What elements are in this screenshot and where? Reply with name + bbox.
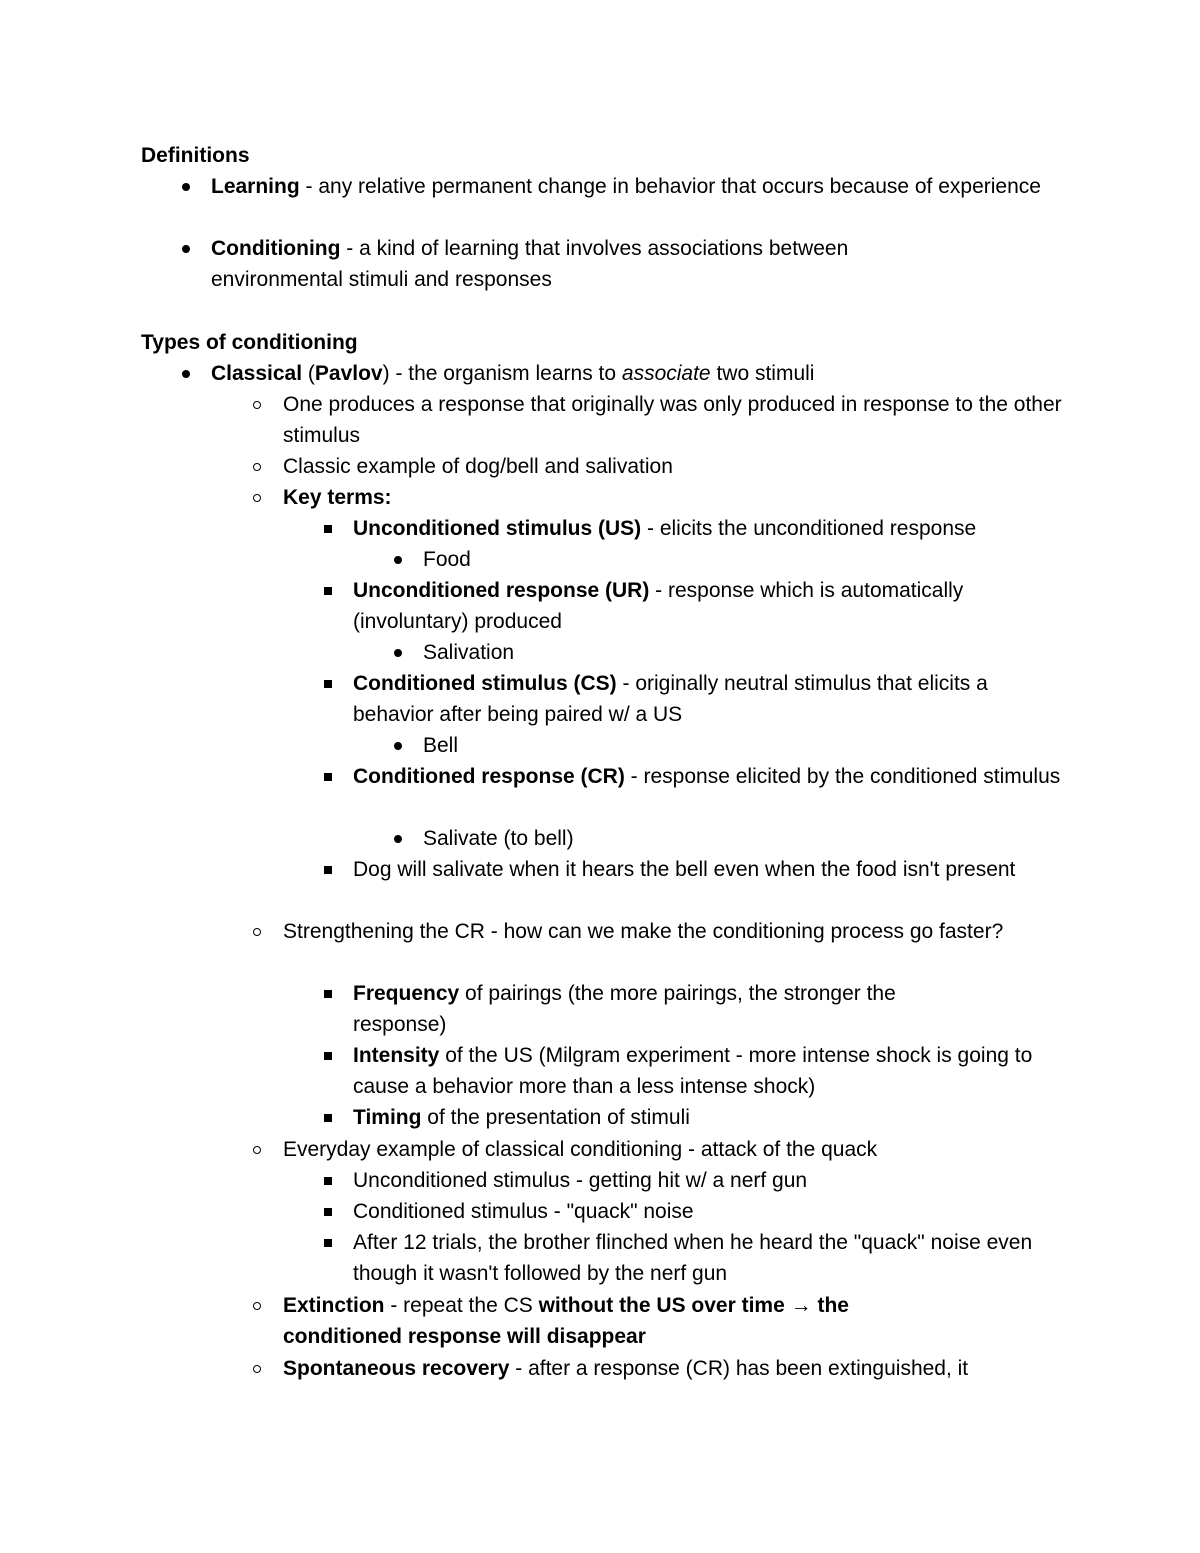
bullet-dot-icon — [386, 730, 410, 761]
everyday-text: Everyday example of classical conditioning - attack of the quack — [283, 1138, 878, 1161]
term-learning: Learning — [211, 175, 300, 198]
bullet-ring-icon — [245, 1353, 269, 1384]
frequency-desc: of pairings (the more pairings, the stronger the response) — [353, 982, 896, 1036]
bullet-square-icon — [316, 1102, 340, 1133]
intensity-desc: of the US (Milgram experiment - more intense shock is going to cause a behavior more than a less intense shock) — [353, 1044, 1033, 1098]
classical-rest: two stimuli — [710, 362, 815, 385]
extinction-bold-rest: without the US over time → the conditioned response will disappear — [283, 1294, 849, 1348]
bullet-square-icon — [316, 1040, 340, 1071]
bullet-square-icon — [316, 978, 340, 1009]
term-frequency: Frequency — [353, 982, 460, 1005]
bullet-ring-icon — [245, 1290, 269, 1321]
bullet-ring-icon — [245, 916, 269, 947]
term-ur: Unconditioned response (UR) — [353, 579, 650, 602]
cs-example: Bell — [423, 734, 459, 757]
term-spontaneous: Spontaneous recovery — [283, 1357, 510, 1380]
extinction-desc: - repeat the CS — [384, 1294, 539, 1317]
everyday-cs-text: Conditioned stimulus - "quack" noise — [353, 1200, 694, 1223]
term-pavlov: Pavlov — [314, 362, 383, 385]
bullet-dot-icon — [174, 233, 198, 264]
bullet-dot-icon — [174, 358, 198, 389]
term-intensity: Intensity — [353, 1044, 440, 1067]
term-cs: Conditioned stimulus (CS) — [353, 672, 617, 695]
everyday-us-text: Unconditioned stimulus - getting hit w/ a nerf gun — [353, 1169, 808, 1192]
dog-text: Dog will salivate when it hears the bell even when the food isn't present — [353, 858, 1016, 881]
produces-text: One produces a response that originally was only produced in response to the other stimulus — [283, 393, 1062, 447]
us-desc: - elicits the unconditioned response — [641, 517, 977, 540]
bullet-dot-icon — [386, 544, 410, 575]
everyday-trials-text: After 12 trials, the brother flinched when he heard the "quack" noise even though it wasn't followed by the nerf gun — [353, 1231, 1033, 1285]
bullet-dot-icon — [174, 171, 198, 202]
bullet-dot-icon — [386, 823, 410, 854]
bullet-ring-icon — [245, 451, 269, 482]
term-cr: Conditioned response (CR) — [353, 765, 625, 788]
bullet-ring-icon — [245, 389, 269, 420]
bullet-square-icon — [316, 1227, 340, 1258]
cs-desc: - originally neutral stimulus that elicits a behavior after being paired w/ a US — [353, 672, 988, 726]
bullet-square-icon — [316, 668, 340, 699]
classical-paren-open: ( — [302, 362, 315, 385]
term-timing: Timing — [353, 1106, 422, 1129]
definition-conditioning: - a kind of learning that involves associations between environmental stimuli and responses — [211, 237, 849, 291]
types-heading: Types of conditioning — [141, 331, 358, 354]
strengthening-text: Strengthening the CR - how can we make the conditioning process go faster? — [283, 920, 1004, 943]
cr-desc: - response elicited by the conditioned stimulus — [624, 765, 1061, 788]
bullet-dot-icon — [386, 637, 410, 668]
definition-learning: - any relative permanent change in behavior that occurs because of experience — [299, 175, 1041, 198]
bullet-square-icon — [316, 761, 340, 792]
classical-associate: associate — [621, 362, 711, 385]
bullet-square-icon — [316, 575, 340, 606]
classic-example-text: Classic example of dog/bell and salivation — [283, 455, 673, 478]
key-terms-text: Key terms: — [283, 486, 392, 509]
ur-desc: - response which is automatically (involuntary) produced — [353, 579, 964, 633]
term-us: Unconditioned stimulus (US) — [353, 517, 642, 540]
bullet-ring-icon — [245, 1134, 269, 1165]
bullet-ring-icon — [245, 482, 269, 513]
cr-example: Salivate (to bell) — [423, 827, 574, 850]
definitions-heading: Definitions — [141, 144, 250, 167]
bullet-square-icon — [316, 513, 340, 544]
spontaneous-desc: - after a response (CR) has been extinguished, it — [509, 1357, 969, 1380]
classical-desc: ) - the organism learns to — [382, 362, 622, 385]
term-conditioning: Conditioning — [211, 237, 341, 260]
bullet-square-icon — [316, 854, 340, 885]
bullet-square-icon — [316, 1165, 340, 1196]
term-classical: Classical — [211, 362, 303, 385]
ur-example: Salivation — [423, 641, 515, 664]
us-example: Food — [423, 548, 471, 571]
bullet-square-icon — [316, 1196, 340, 1227]
term-extinction: Extinction — [283, 1294, 385, 1317]
timing-desc: of the presentation of stimuli — [421, 1106, 690, 1129]
